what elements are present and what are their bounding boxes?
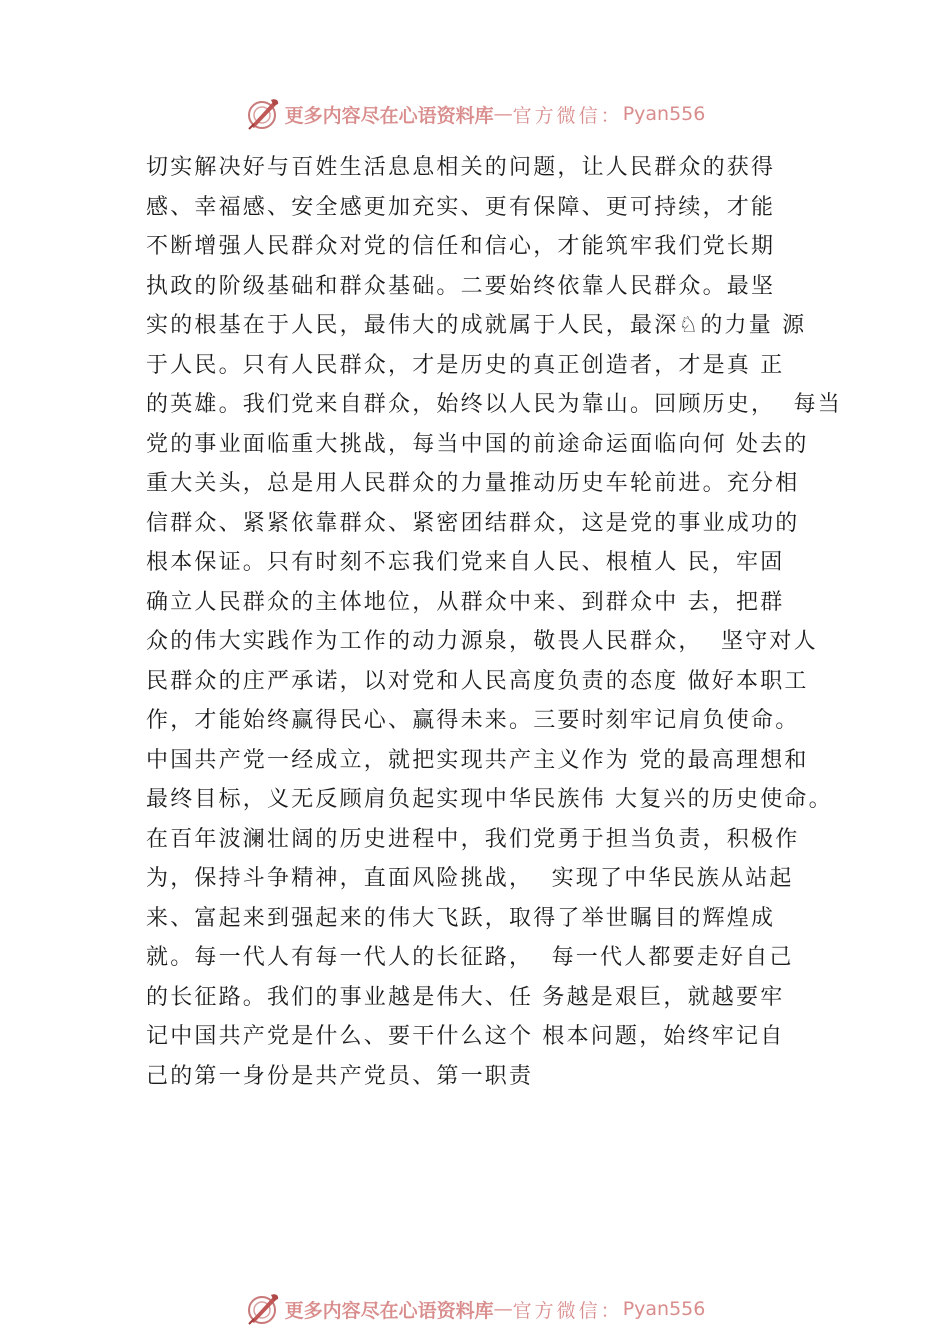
banner-slogan: 更多内容尽在心语资料库 bbox=[284, 104, 494, 127]
banner-dash: — bbox=[493, 1298, 513, 1320]
body-line: 众的伟大实践作为工作的动力源泉，敬畏人民群众， 坚守对人 bbox=[146, 629, 818, 654]
document-body bbox=[146, 148, 866, 1096]
body-line: 切实解决好与百姓生活息息相关的问题，让人民群众的获得 bbox=[146, 155, 776, 180]
body-line: 最终目标，义无反顾肩负起实现中华民族伟 大复兴的历史使命。 bbox=[146, 787, 833, 812]
body-line: 民群众的庄严承诺，以对党和人民高度负责的态度 做好本职工 bbox=[146, 668, 809, 694]
banner-wechat-id: Pyan556 bbox=[622, 1298, 706, 1320]
body-line: 的长征路。我们的事业越是伟大、任 务越是艰巨，就越要牢 bbox=[146, 984, 785, 1010]
body-line: 记中国共产党是什么、要干什么这个 根本问题，始终牢记自 bbox=[146, 1024, 785, 1049]
body-line: 不断增强人民群众对党的信任和信心，才能筑牢我们党长期 bbox=[146, 234, 776, 259]
body-line: 来、富起来到强起来的伟大飞跃，取得了举世瞩目的辉煌成 bbox=[146, 905, 776, 931]
body-line: 党的事业面临重大挑战，每当中国的前途命运面临向何 处去的 bbox=[146, 431, 809, 457]
body-line: 执政的阶级基础和群众基础。二要始终依靠人民群众。最坚 bbox=[146, 273, 776, 299]
banner-dash: — bbox=[493, 103, 513, 125]
body-line: 中国共产党一经成立，就把实现共产主义作为 党的最高理想和 bbox=[146, 747, 809, 773]
body-line: 确立人民群众的主体地位，从群众中来、到群众中 去，把群 bbox=[146, 589, 785, 615]
body-line: 作，才能始终赢得民心、赢得未来。三要时刻牢记肩负使命。 bbox=[146, 708, 800, 733]
body-line: 己的第一身份是共产党员、第一职责 bbox=[146, 1063, 534, 1089]
body-line: 在百年波澜壮阔的历史进程中，我们党勇于担当负责，积极作 bbox=[146, 826, 800, 852]
body-line: 于人民。只有人民群众，才是历史的真正创造者，才是真 正 bbox=[146, 352, 785, 378]
banner-wechat-label: 官方微信： bbox=[512, 104, 623, 127]
body-line: 感、幸福感、安全感更加充实、更有保障、更可持续，才能 bbox=[146, 194, 776, 220]
banner-wechat-label: 官方微信： bbox=[512, 1299, 623, 1322]
header-banner bbox=[0, 94, 950, 134]
banner-slogan: 更多内容尽在心语资料库 bbox=[284, 1299, 494, 1322]
body-line: 的英雄。我们党来自群众，始终以人民为靠山。回顾历史， 每当 bbox=[146, 392, 842, 417]
body-line: 信群众、紧紧依靠群众、紧密团结群众，这是党的事业成功的 bbox=[146, 510, 800, 536]
quill-seal-icon bbox=[245, 1291, 281, 1327]
body-line: 实的根基在于人民，最伟大的成就属于人民，最深♘的力量 源 bbox=[146, 313, 807, 338]
body-line: 重大关头，总是用人民群众的力量推动历史车轮前进。充分相 bbox=[146, 471, 800, 496]
footer-banner bbox=[0, 1289, 950, 1329]
body-line: 根本保证。只有时刻不忘我们党来自人民、根植人 民，牢固 bbox=[146, 550, 785, 575]
body-line: 为，保持斗争精神，直面风险挑战， 实现了中华民族从站起 bbox=[146, 866, 794, 891]
quill-seal-icon bbox=[245, 96, 281, 132]
banner-wechat-id: Pyan556 bbox=[622, 103, 706, 125]
body-line: 就。每一代人有每一代人的长征路， 每一代人都要走好自己 bbox=[146, 945, 794, 970]
